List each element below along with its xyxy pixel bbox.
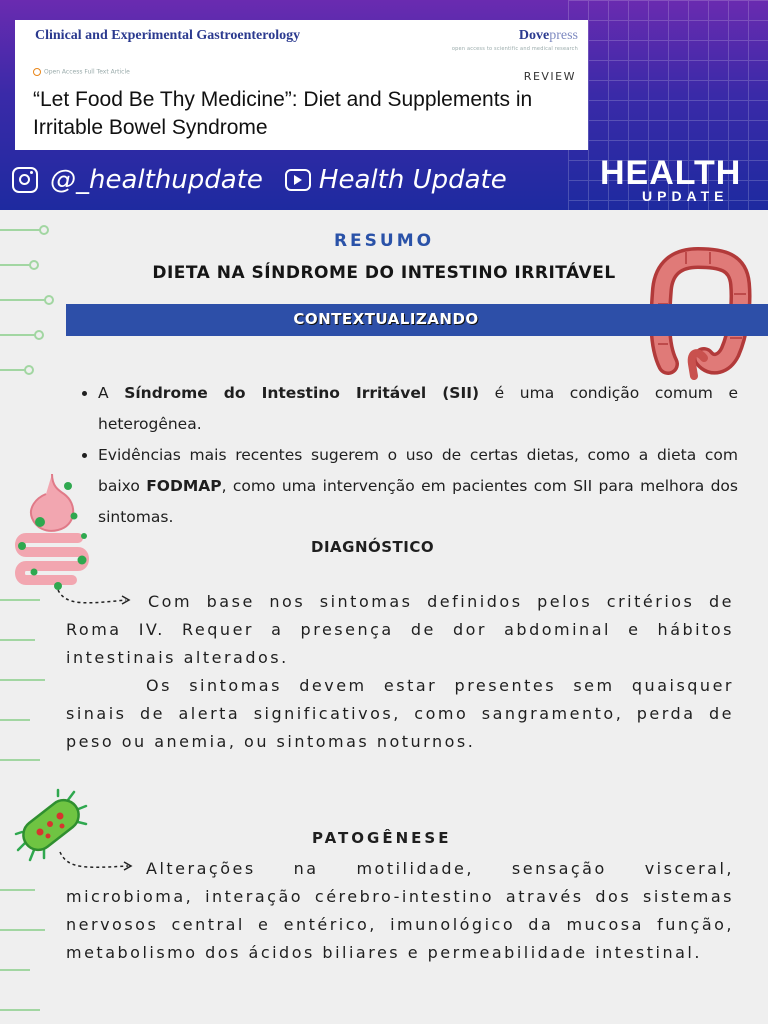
diagnostico-paragraph-2: Os sintomas devem estar presentes sem quaisquer sinais de alerta significativos, como sangramento, perda de peso ou anemia, ou sintomas noturnos.	[66, 676, 734, 751]
open-access-icon	[33, 68, 41, 76]
bullet2-text-bold: FODMAP	[146, 477, 222, 495]
youtube-channel[interactable]: Health Update	[318, 165, 507, 195]
instagram-icon[interactable]	[12, 167, 38, 193]
bullet-item-sii	[98, 378, 738, 440]
diagnostico-heading: DIAGNÓSTICO	[311, 538, 435, 556]
instagram-handle[interactable]: @_healthupdate	[50, 165, 263, 195]
journal-name: Clinical and Experimental Gastroenterology	[35, 28, 301, 43]
logo-health: HEALTH	[600, 154, 742, 192]
bullet1-text-pre: A	[98, 384, 125, 402]
bullet2-text-pre: Evidências mais recentes sugerem o uso de certas dietas, como a dieta com baixo	[98, 446, 738, 495]
open-access-text: Open Access Full Text Article	[44, 68, 130, 76]
social-handles	[12, 160, 507, 200]
article-title: “Let Food Be Thy Medicine”: Diet and Supplements in Irritable Bowel Syndrome	[33, 88, 533, 139]
open-access-label	[33, 68, 130, 76]
youtube-icon[interactable]	[285, 169, 311, 191]
publisher-tagline: open access to scientific and medical research	[451, 46, 578, 52]
logo-update: UPDATE	[642, 188, 729, 204]
article-card[interactable]	[15, 20, 588, 150]
header-banner	[0, 0, 768, 210]
diagnostico-paragraph-1: Com base nos sintomas definidos pelos critérios de Roma IV. Requer a presença de dor abdominal e hábitos intestinais alterados.	[66, 592, 734, 667]
publisher-logo	[519, 28, 578, 44]
section-bar-label: CONTEXTUALIZANDO	[293, 310, 479, 328]
section-bar-contextualizando	[66, 304, 768, 336]
patogenese-paragraph: Alterações na motilidade, sensação visceral, microbioma, interação cérebro-intestino através dos sistemas nervosos central e entérico, imunológico da mucosa função, metabolismo dos ácidos biliares e permeabilidade intestinal.	[66, 859, 734, 962]
bullet1-text-bold: Síndrome do Intestino Irritável (SII)	[124, 384, 480, 402]
bullet2-text-post: , como uma intervenção em pacientes com SII para melhora dos sintomas.	[98, 477, 738, 526]
health-update-logo	[600, 156, 758, 206]
bullet-item-fodmap	[98, 440, 738, 533]
publisher-light: press	[549, 28, 578, 43]
stomach-intestine-illustration	[12, 468, 94, 608]
resumo-heading: RESUMO	[333, 231, 435, 251]
bullet1-text-post: é uma condição comum e heterogênea.	[98, 384, 738, 433]
publisher-bold: Dove	[518, 28, 550, 43]
circuit-decoration	[0, 210, 60, 1024]
document-title: DIETA NA SÍNDROME DO INTESTINO IRRITÁVEL	[152, 263, 616, 283]
patogenese-heading: PATOGÊNESE	[312, 829, 452, 847]
article-type: REVIEW	[523, 70, 576, 83]
context-bullet-list	[78, 378, 738, 533]
